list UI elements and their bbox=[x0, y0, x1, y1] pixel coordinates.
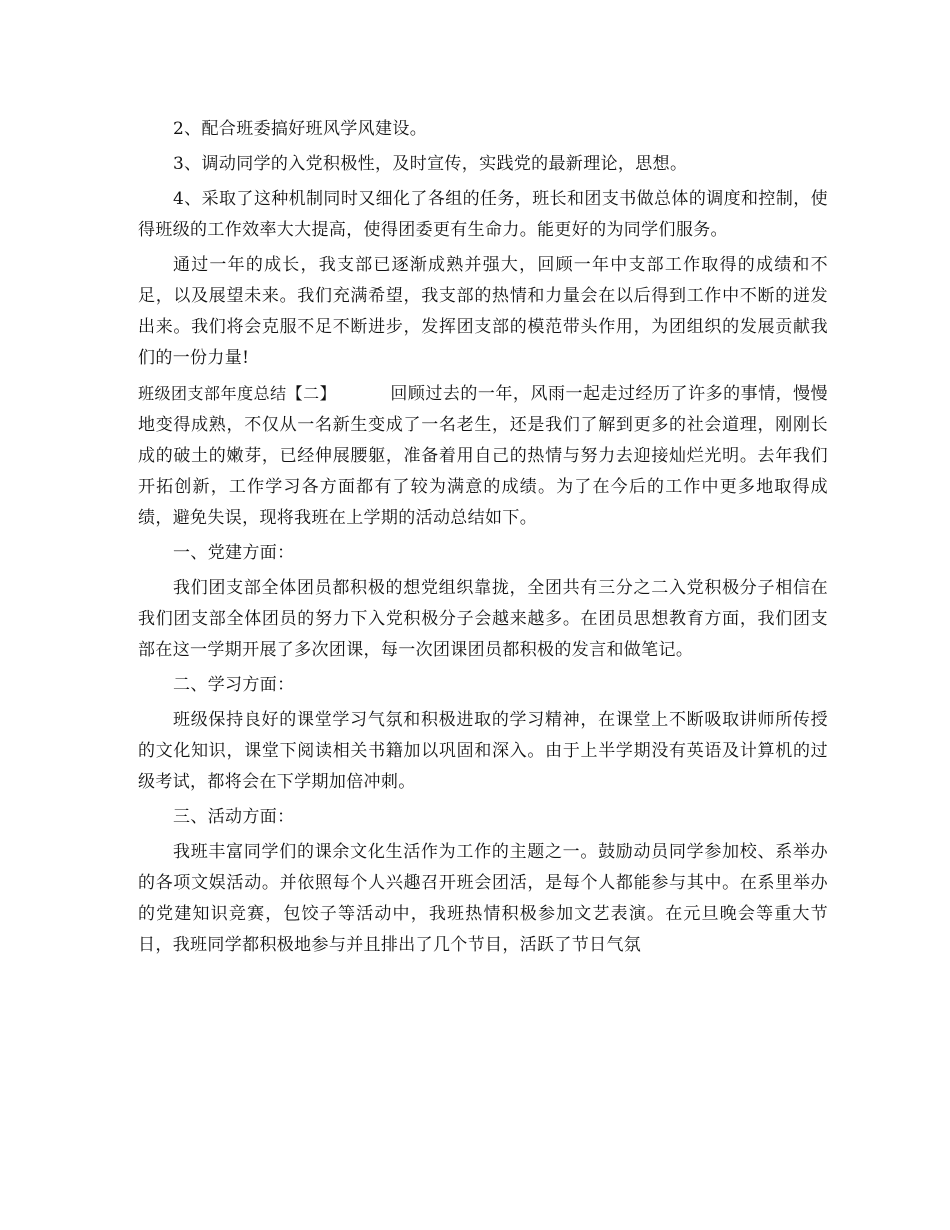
party-heading: 一、党建方面： bbox=[173, 543, 295, 563]
section-title: 班级团支部年度总结【二】 bbox=[138, 384, 337, 403]
summary-paragraph: 通过一年的成长，我支部已逐渐成熟并强大，回顾一年中支部工作取得的成绩和不足，以及展望未来。我们充满希望，我支部的热情和力量会在以后得到工作中不断的迸发出来。我们将会克服不足不断进步，发挥团支部的模范带头作用，为团组织的发展贡献我们的一份力量! bbox=[138, 255, 828, 368]
activity-paragraph: 我班丰富同学们的课余文化生活作为工作的主题之一。鼓励动员同学参加校、系举办的各项文娱活动。并依照每个人兴趣召开班会团活，是每个人都能参与其中。在系里举办的党建知识竞赛，包饺子等活动中，我班热情积极参加文艺表演。在元旦晚会等重大节日，我班同学都积极地参与并且排出了几个节目，活跃了节日气氛 bbox=[138, 842, 828, 955]
document-body bbox=[138, 114, 828, 965]
study-heading: 二、学习方面： bbox=[173, 675, 295, 695]
party-paragraph: 我们团支部全体团员都积极的想党组织靠拢，全团共有三分之二入党积极分子相信在我们团支部全体团员的努力下入党积极分子会越来越多。在团员思想教育方面，我们团支部在这一学期开展了多次团课，每一次团课团员都积极的发言和做笔记。 bbox=[138, 578, 828, 660]
list-item-4: 4、采取了这种机制同时又细化了各组的任务，班长和团支书做总体的调度和控制，使得班级的工作效率大大提高，使得团委更有生命力。能更好的为同学们服务。 bbox=[138, 189, 828, 240]
section-two-intro bbox=[138, 378, 828, 534]
activity-heading: 三、活动方面： bbox=[173, 807, 295, 827]
list-item-2: 2、配合班委搞好班风学风建设。 bbox=[173, 119, 428, 139]
study-paragraph: 班级保持良好的课堂学习气氛和积极进取的学习精神，在课堂上不断吸取讲师所传授的文化知识，课堂下阅读相关书籍加以巩固和深入。由于上半学期没有英语及计算机的过级考试，都将会在下学期加倍冲刺。 bbox=[138, 710, 828, 792]
list-item-3: 3、调动同学的入党积极性，及时宣传，实践党的最新理论，思想。 bbox=[173, 154, 688, 174]
section-intro-text: 回顾过去的一年，风雨一起走过经历了许多的事情，慢慢地变得成熟，不仅从一名新生变成了一名老生，还是我们了解到更多的社会道理，刚刚长成的破土的嫩芽，已经伸展腰躯，准备着用自己的热情与努力去迎接灿烂光明。去年我们开拓创新，工作学习各方面都有了较为满意的成绩。为了在今后的工作中更多地取得成绩，避免失误，现将我班在上学期的活动总结如下。 bbox=[138, 384, 829, 528]
